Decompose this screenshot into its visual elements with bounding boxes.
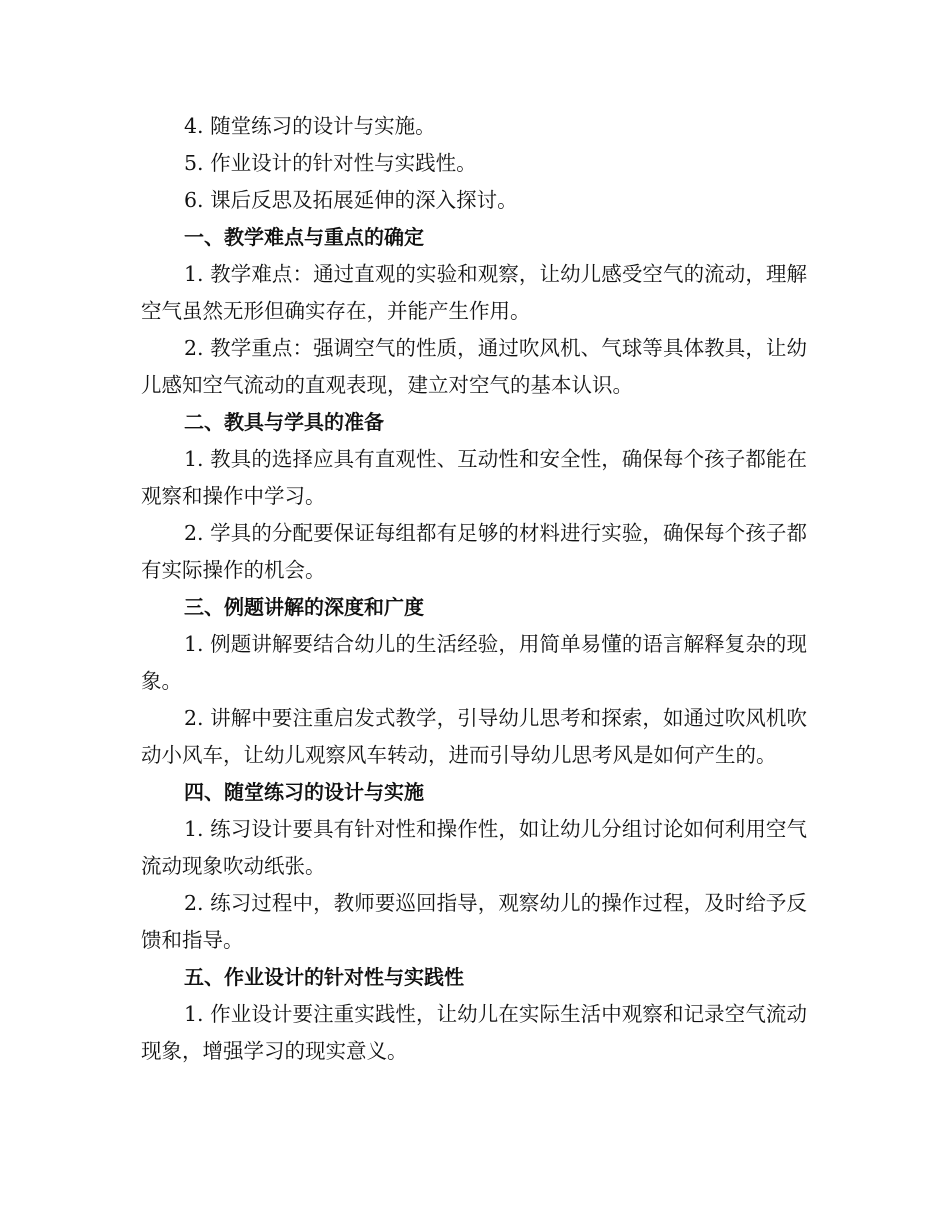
paragraph: 2. 学具的分配要保证每组都有足够的材料进行实验，确保每个孩子都有实际操作的机会。 — [141, 521, 807, 582]
section-heading: 二、教具与学具的准备 — [184, 410, 384, 434]
paragraph: 2. 教学重点：强调空气的性质，通过吹风机、气球等具体教具，让幼儿感知空气流动的直观表现，建立对空气的基本认识。 — [141, 336, 807, 397]
list-item: 6. 课后反思及拓展延伸的深入探讨。 — [184, 188, 518, 212]
document-body — [141, 108, 807, 1070]
list-item: 4. 随堂练习的设计与实施。 — [184, 114, 436, 138]
paragraph: 1. 例题讲解要结合幼儿的生活经验，用简单易懂的语言解释复杂的现象。 — [141, 632, 807, 693]
section-heading: 三、例题讲解的深度和广度 — [184, 595, 424, 619]
section-heading: 四、随堂练习的设计与实施 — [184, 780, 424, 804]
list-item: 5. 作业设计的针对性与实践性。 — [184, 151, 477, 175]
section-heading: 五、作业设计的针对性与实践性 — [184, 965, 464, 989]
paragraph: 1. 练习设计要具有针对性和操作性，如让幼儿分组讨论如何利用空气流动现象吹动纸张。 — [141, 817, 807, 878]
paragraph: 1. 作业设计要注重实践性，让幼儿在实际生活中观察和记录空气流动现象，增强学习的现实意义。 — [141, 1002, 807, 1063]
paragraph: 2. 讲解中要注重启发式教学，引导幼儿思考和探索，如通过吹风机吹动小风车，让幼儿观察风车转动，进而引导幼儿思考风是如何产生的。 — [141, 706, 807, 767]
paragraph: 1. 教具的选择应具有直观性、互动性和安全性，确保每个孩子都能在观察和操作中学习。 — [141, 447, 807, 508]
section-heading: 一、教学难点与重点的确定 — [184, 225, 424, 249]
paragraph: 2. 练习过程中，教师要巡回指导，观察幼儿的操作过程，及时给予反馈和指导。 — [141, 891, 807, 952]
paragraph: 1. 教学难点：通过直观的实验和观察，让幼儿感受空气的流动，理解空气虽然无形但确实存在，并能产生作用。 — [141, 262, 807, 323]
